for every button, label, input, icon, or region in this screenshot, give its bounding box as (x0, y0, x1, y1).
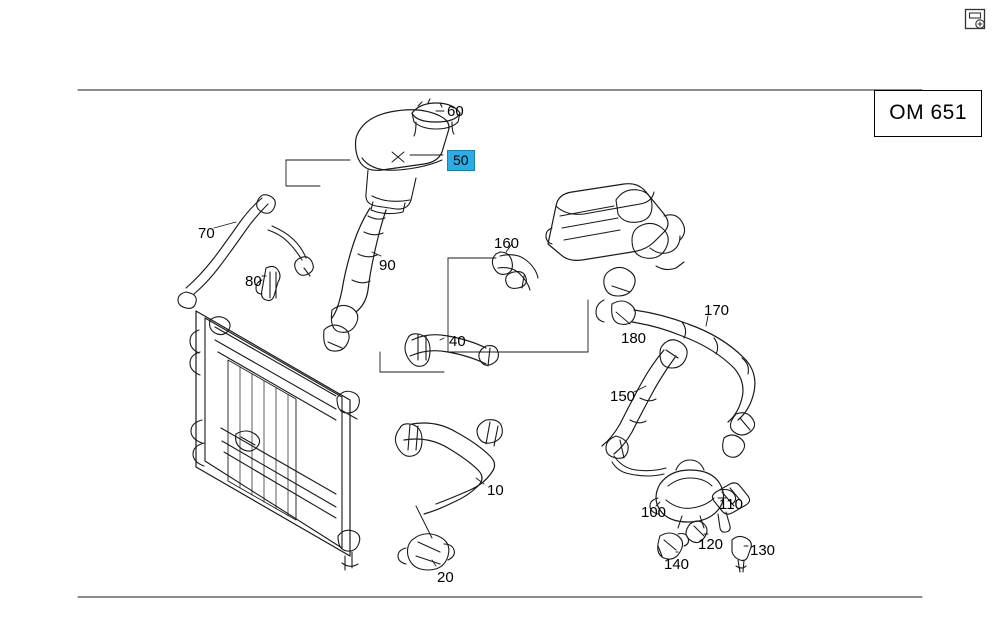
callout-100: 100 (641, 504, 667, 521)
callout-180: 180 (621, 330, 647, 347)
callout-90: 90 (379, 257, 396, 274)
callout-150: 150 (610, 388, 636, 405)
engine-code-badge (874, 90, 982, 137)
callout-140: 140 (664, 556, 690, 573)
callout-70: 70 (198, 225, 215, 242)
callout-130: 130 (750, 542, 776, 559)
callout-110: 110 (719, 496, 743, 513)
callout-20: 20 (437, 569, 454, 586)
callout-40: 40 (449, 333, 466, 350)
callout-80: 80 (245, 273, 262, 290)
callout-50[interactable]: 50 (447, 150, 475, 171)
callout-170: 170 (704, 302, 730, 319)
callout-60: 60 (447, 103, 464, 120)
callout-10: 10 (487, 482, 504, 499)
engine-code-label: OM 651 (889, 101, 967, 124)
callout-160: 160 (494, 235, 520, 252)
callout-120: 120 (698, 536, 724, 553)
